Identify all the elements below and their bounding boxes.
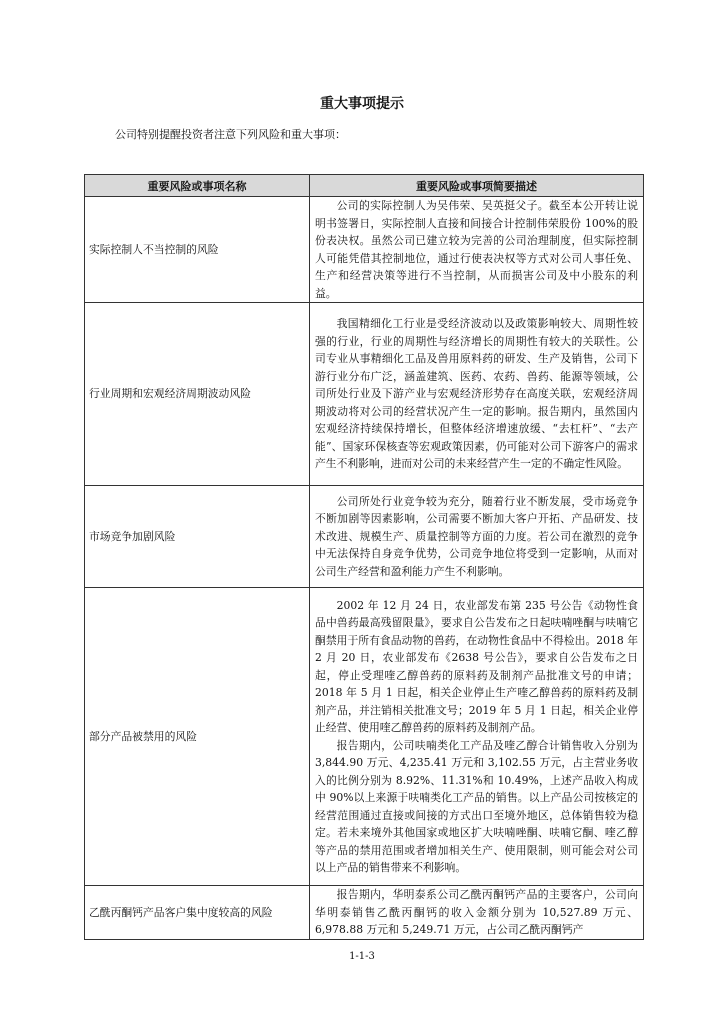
page-number: 1-1-3	[349, 951, 375, 962]
description-paragraph: 报告期内，公司呋喃类化工产品及喹乙醇合计销售收入分别为 3,844.90 万元、4,235.41 万元和 3,102.55 万元，占主营业务收入的比例分别为 8.92%、11.31%和 10.49%，上述产品收入构成中 90%以上来源于呋喃类化工产品的销售。以上产品公司按核定的经营范围通过直接或间接的方式出口至境外地区，总体销售较为稳定。若未来境外其他国家或地区扩大呋喃唑酮、呋喃它酮、喹乙醇等产品的禁用范围或者增加相关生产、使用限制，则可能会对公司以上产品的销售带来不利影响。	[315, 738, 638, 874]
table-row	[85, 486, 644, 588]
table-row	[85, 303, 644, 486]
header-risk-name: 重要风险或事项名称	[85, 175, 310, 197]
risk-description	[310, 197, 644, 303]
description-paragraph: 2002 年 12 月 24 日，农业部发布第 235 号公告《动物性食品中兽药最高残留限量》，要求自公告发布之日起呋喃唑酮与呋喃它酮禁用于所有食品动物的兽药，在动物性食品中不得检出。2018 年 2 月 20 日，农业部发布《2638 号公告》，要求自公告发布之日起，停止受理喹乙醇兽药的原料药及制剂产品批准文号的申请；2018 年 5 月 1 日起，相关企业停止生产喹乙醇兽药的原料药及制剂产品，并注销相关批准文号；2019 年 5 月 1 日起，相关企业停止经营、使用喹乙醇兽药的原料药及制剂产品。	[315, 598, 638, 734]
description-paragraph: 我国精细化工行业是受经济波动以及政策影响较大、周期性较强的行业，行业的周期性与经济增长的周期性有较大的关联性。公司专业从事精细化工品及兽用原料药的研发、生产及销售，公司下游行业分布广泛，涵盖建筑、医药、农药、兽药、能源等领域，公司所处行业及下游产业与宏观经济形势存在高度关联，宏观经济周期波动将对公司的经营状况产生一定的影响。报告期内，虽然国内宏观经济持续保持增长，但整体经济增速放缓、“去杠杆”、“去产能”、国家环保核查等宏观政策因素，仍可能对公司下游客户的需求产生不利影响，进而对公司的未来经营产生一定的不确定性风险。	[315, 317, 638, 471]
risk-description	[310, 886, 644, 940]
risk-name: 实际控制人不当控制的风险	[85, 197, 310, 303]
page-title: 重大事项提示	[320, 96, 404, 112]
description-paragraph: 公司的实际控制人为吴伟荣、吴英挺父子。截至本公开转让说明书签署日，实际控制人直接和间接合计控制伟荣股份 100%的股份表决权。虽然公司已建立较为完善的公司治理制度，但实际控制人可能凭借其控制地位，通过行使表决权等方式对公司人事任免、生产和经营决策等进行不当控制，从而损害公司及中小股东的利益。	[315, 199, 638, 300]
risk-description	[310, 303, 644, 486]
risk-table	[84, 174, 644, 940]
risk-name: 行业周期和宏观经济周期波动风险	[85, 303, 310, 486]
description-paragraph: 报告期内，华明泰系公司乙酰丙酮钙产品的主要客户，公司向华明泰销售乙酰丙酮钙的收入金额分别为 10,527.89 万元、6,978.88 万元和 5,249.71 万元，占公司乙酰丙酮钙产	[315, 888, 638, 936]
header-risk-description: 重要风险或事项简要描述	[310, 175, 644, 197]
table-header-row	[85, 175, 644, 197]
table-row	[85, 588, 644, 886]
risk-name: 乙酰丙酮钙产品客户集中度较高的风险	[85, 886, 310, 940]
risk-name: 市场竞争加剧风险	[85, 486, 310, 588]
intro-text: 公司特别提醒投资者注意下列风险和重大事项：	[115, 128, 346, 141]
risk-name: 部分产品被禁用的风险	[85, 588, 310, 886]
table-row	[85, 197, 644, 303]
risk-description	[310, 486, 644, 588]
risk-description	[310, 588, 644, 886]
description-paragraph: 公司所处行业竞争较为充分，随着行业不断发展，受市场竞争不断加剧等因素影响，公司需要不断加大客户开拓、产品研发、技术改进、规模生产、质量控制等方面的力度。若公司在激烈的竞争中无法保持自身竞争优势，公司竞争地位将受到一定影响，从而对公司生产经营和盈利能力产生不利影响。	[315, 494, 638, 578]
table-row	[85, 886, 644, 940]
